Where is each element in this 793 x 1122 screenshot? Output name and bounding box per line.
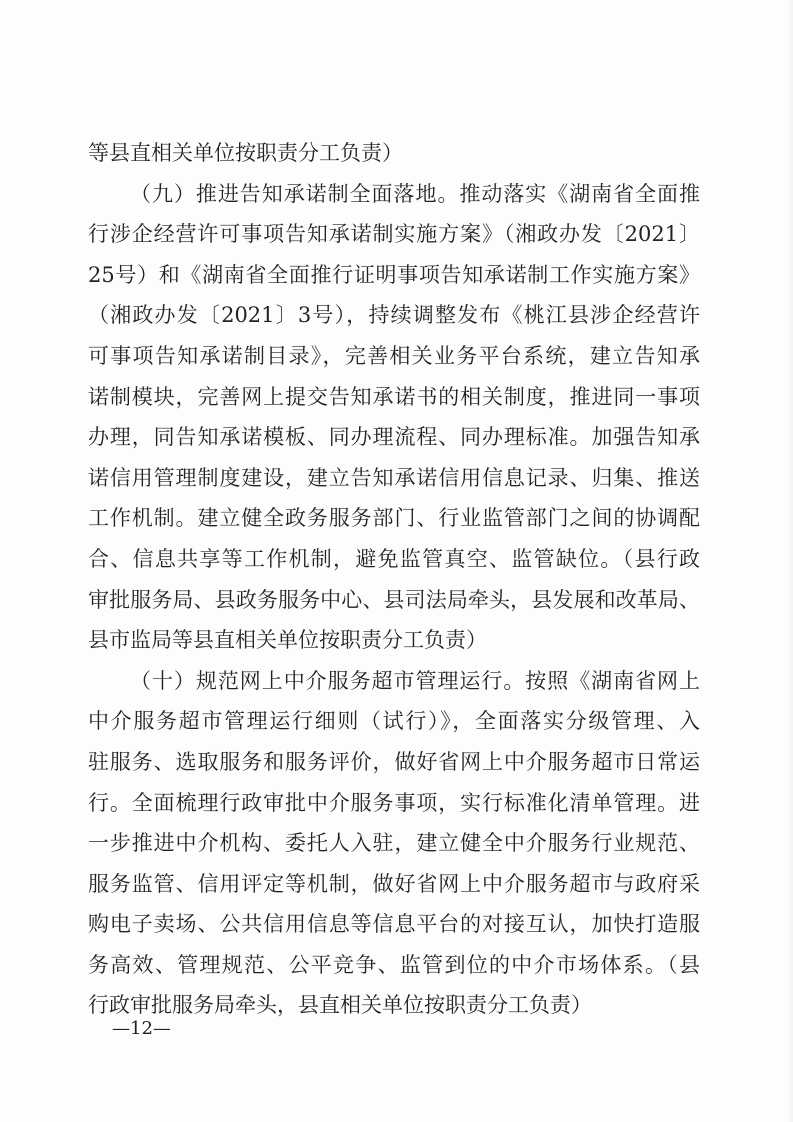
- text-line: （湘政办发〔2021〕3号），持续调整发布《桃江县涉企经营许: [88, 303, 700, 328]
- text-line: 中介服务超市管理运行细则（试行）》，全面落实分级管理、入: [88, 709, 700, 734]
- text-line: 一步推进中介机构、委托人入驻，建立健全中介服务行业规范、: [88, 831, 700, 856]
- body-text: [88, 133, 700, 1026]
- text-line: 诺制模块，完善网上提交告知承诺书的相关制度，推进同一事项: [88, 384, 700, 409]
- page-number: —12—: [112, 1018, 171, 1039]
- text-line: 驻服务、选取服务和服务评价，做好省网上中介服务超市日常运: [88, 749, 700, 774]
- text-line: 等县直相关单位按职责分工负责）: [88, 141, 403, 165]
- text-line: 工作机制。建立健全政务服务部门、行业监管部门之间的协调配: [88, 506, 700, 531]
- text-line: 行。全面梳理行政审批中介服务事项，实行标准化清单管理。进: [88, 790, 700, 815]
- text-line: 25号）和《湖南省全面推行证明事项告知承诺制工作实施方案》: [88, 262, 700, 287]
- text-line: 审批服务局、县政务服务中心、县司法局牵头，县发展和改革局、: [88, 587, 700, 612]
- text-line: 行涉企经营许可事项告知承诺制实施方案》（湘政办发〔2021〕: [88, 222, 700, 247]
- text-line: 合、信息共享等工作机制，避免监管真空、监管缺位。（县行政: [88, 546, 700, 571]
- text-line-section-heading: （十）规范网上中介服务超市管理运行。按照《湖南省网上: [130, 668, 700, 693]
- text-line: 行政审批服务局牵头，县直相关单位按职责分工负责）: [88, 993, 592, 1018]
- text-line: 可事项告知承诺制目录》，完善相关业务平台系统，建立告知承: [88, 343, 700, 368]
- text-line: 诺信用管理制度建设，建立告知承诺信用信息记录、归集、推送: [88, 465, 700, 490]
- text-line: 县市监局等县直相关单位按职责分工负责）: [88, 628, 487, 653]
- scan-edge-shadow: [787, 0, 793, 1122]
- text-line: 办理，同告知承诺模板、同办理流程、同办理标准。加强告知承: [88, 425, 700, 450]
- text-line: 务高效、管理规范、公平竞争、监管到位的中介市场体系。（县: [88, 952, 700, 977]
- text-line-section-heading: （九）推进告知承诺制全面落地。推动落实《湖南省全面推: [130, 181, 700, 206]
- text-line: 服务监管、信用评定等机制，做好省网上中介服务超市与政府采: [88, 871, 700, 896]
- text-line: 购电子卖场、公共信用信息等信息平台的对接互认，加快打造服: [88, 912, 700, 937]
